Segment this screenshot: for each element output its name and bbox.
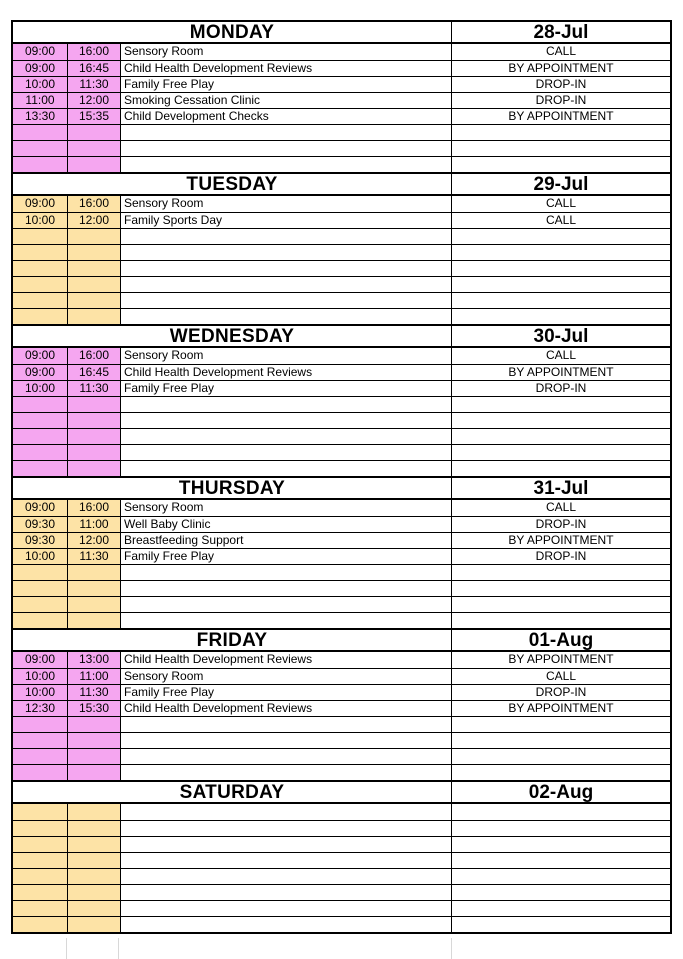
booking-type: BY APPOINTMENT bbox=[451, 109, 670, 124]
activity-name bbox=[120, 717, 451, 732]
activity-name bbox=[120, 901, 451, 916]
end-time: 16:00 bbox=[67, 44, 120, 60]
end-time bbox=[67, 125, 120, 140]
day-header bbox=[13, 478, 670, 500]
schedule-row bbox=[13, 308, 670, 324]
end-time bbox=[67, 804, 120, 820]
start-time bbox=[13, 461, 67, 476]
end-time: 11:00 bbox=[67, 669, 120, 684]
activity-name bbox=[120, 245, 451, 260]
start-time: 09:00 bbox=[13, 348, 67, 364]
end-time bbox=[67, 229, 120, 244]
page-edge-line bbox=[451, 938, 452, 959]
schedule-row bbox=[13, 764, 670, 780]
booking-type: CALL bbox=[451, 196, 670, 212]
end-time bbox=[67, 277, 120, 292]
schedule-row bbox=[13, 92, 670, 108]
activity-name bbox=[120, 293, 451, 308]
booking-type: BY APPOINTMENT bbox=[451, 701, 670, 716]
end-time bbox=[67, 869, 120, 884]
page-edge-line bbox=[118, 938, 119, 959]
booking-type bbox=[451, 733, 670, 748]
day-date: 28-Jul bbox=[451, 22, 670, 42]
activity-name: Family Free Play bbox=[120, 685, 451, 700]
start-time bbox=[13, 309, 67, 324]
start-time bbox=[13, 229, 67, 244]
booking-type: DROP-IN bbox=[451, 549, 670, 564]
start-time bbox=[13, 733, 67, 748]
end-time bbox=[67, 613, 120, 628]
start-time bbox=[13, 445, 67, 460]
schedule-row bbox=[13, 732, 670, 748]
start-time: 10:00 bbox=[13, 381, 67, 396]
booking-type bbox=[451, 885, 670, 900]
activity-name: Child Health Development Reviews bbox=[120, 61, 451, 76]
end-time: 11:30 bbox=[67, 77, 120, 92]
end-time: 11:30 bbox=[67, 381, 120, 396]
day-section-monday bbox=[13, 22, 670, 174]
schedule-row bbox=[13, 196, 670, 212]
booking-type bbox=[451, 613, 670, 628]
booking-type bbox=[451, 765, 670, 780]
start-time bbox=[13, 885, 67, 900]
start-time bbox=[13, 141, 67, 156]
end-time bbox=[67, 749, 120, 764]
end-time: 13:00 bbox=[67, 652, 120, 668]
start-time: 12:30 bbox=[13, 701, 67, 716]
booking-type bbox=[451, 461, 670, 476]
activity-name bbox=[120, 309, 451, 324]
end-time bbox=[67, 461, 120, 476]
day-section-friday bbox=[13, 630, 670, 782]
booking-type bbox=[451, 869, 670, 884]
day-header bbox=[13, 22, 670, 44]
start-time bbox=[13, 397, 67, 412]
day-section-thursday bbox=[13, 478, 670, 630]
booking-type bbox=[451, 597, 670, 612]
start-time bbox=[13, 869, 67, 884]
booking-type bbox=[451, 293, 670, 308]
schedule-row bbox=[13, 276, 670, 292]
schedule-row bbox=[13, 60, 670, 76]
activity-name: Family Free Play bbox=[120, 549, 451, 564]
day-name: FRIDAY bbox=[196, 630, 268, 651]
end-time bbox=[67, 917, 120, 932]
day-name: THURSDAY bbox=[178, 478, 286, 499]
start-time bbox=[13, 125, 67, 140]
schedule-row bbox=[13, 884, 670, 900]
booking-type: BY APPOINTMENT bbox=[451, 61, 670, 76]
activity-name bbox=[120, 565, 451, 580]
activity-name: Smoking Cessation Clinic bbox=[120, 93, 451, 108]
booking-type bbox=[451, 245, 670, 260]
activity-name bbox=[120, 581, 451, 596]
day-header bbox=[13, 630, 670, 652]
activity-name bbox=[120, 749, 451, 764]
schedule-row bbox=[13, 868, 670, 884]
booking-type bbox=[451, 853, 670, 868]
booking-type bbox=[451, 413, 670, 428]
booking-type bbox=[451, 229, 670, 244]
start-time: 09:00 bbox=[13, 365, 67, 380]
booking-type: DROP-IN bbox=[451, 381, 670, 396]
end-time: 16:00 bbox=[67, 500, 120, 516]
booking-type: CALL bbox=[451, 213, 670, 228]
booking-type bbox=[451, 565, 670, 580]
schedule-row bbox=[13, 612, 670, 628]
schedule-row bbox=[13, 444, 670, 460]
start-time bbox=[13, 157, 67, 172]
schedule-row bbox=[13, 500, 670, 516]
start-time bbox=[13, 261, 67, 276]
booking-type bbox=[451, 901, 670, 916]
booking-type bbox=[451, 397, 670, 412]
start-time bbox=[13, 293, 67, 308]
end-time bbox=[67, 261, 120, 276]
start-time bbox=[13, 613, 67, 628]
booking-type: CALL bbox=[451, 44, 670, 60]
end-time bbox=[67, 733, 120, 748]
booking-type bbox=[451, 717, 670, 732]
schedule-row bbox=[13, 156, 670, 172]
end-time: 11:00 bbox=[67, 517, 120, 532]
end-time bbox=[67, 885, 120, 900]
booking-type bbox=[451, 309, 670, 324]
end-time bbox=[67, 565, 120, 580]
start-time bbox=[13, 581, 67, 596]
start-time bbox=[13, 837, 67, 852]
activity-name: Child Health Development Reviews bbox=[120, 365, 451, 380]
end-time bbox=[67, 901, 120, 916]
schedule-row bbox=[13, 532, 670, 548]
activity-name: Sensory Room bbox=[120, 196, 451, 212]
activity-name bbox=[120, 733, 451, 748]
start-time: 09:00 bbox=[13, 44, 67, 60]
schedule-row bbox=[13, 244, 670, 260]
start-time: 10:00 bbox=[13, 213, 67, 228]
start-time: 09:00 bbox=[13, 500, 67, 516]
day-date: 02-Aug bbox=[451, 782, 670, 802]
end-time bbox=[67, 765, 120, 780]
end-time: 12:00 bbox=[67, 533, 120, 548]
activity-name bbox=[120, 125, 451, 140]
day-date: 31-Jul bbox=[451, 478, 670, 498]
schedule-row bbox=[13, 564, 670, 580]
day-name: SATURDAY bbox=[179, 782, 285, 803]
activity-name: Sensory Room bbox=[120, 348, 451, 364]
start-time: 09:00 bbox=[13, 652, 67, 668]
schedule-row bbox=[13, 684, 670, 700]
start-time bbox=[13, 917, 67, 932]
activity-name: Sensory Room bbox=[120, 44, 451, 60]
day-date: 30-Jul bbox=[451, 326, 670, 346]
activity-name bbox=[120, 885, 451, 900]
schedule-row bbox=[13, 228, 670, 244]
start-time bbox=[13, 901, 67, 916]
booking-type bbox=[451, 261, 670, 276]
activity-name bbox=[120, 869, 451, 884]
start-time: 10:00 bbox=[13, 77, 67, 92]
end-time bbox=[67, 157, 120, 172]
activity-name bbox=[120, 141, 451, 156]
booking-type bbox=[451, 445, 670, 460]
end-time bbox=[67, 821, 120, 836]
activity-name: Sensory Room bbox=[120, 669, 451, 684]
start-time bbox=[13, 717, 67, 732]
start-time bbox=[13, 821, 67, 836]
activity-name bbox=[120, 613, 451, 628]
booking-type bbox=[451, 157, 670, 172]
schedule-row bbox=[13, 292, 670, 308]
day-name: MONDAY bbox=[189, 22, 275, 43]
schedule-row bbox=[13, 140, 670, 156]
schedule-row bbox=[13, 412, 670, 428]
activity-name bbox=[120, 804, 451, 820]
day-header bbox=[13, 782, 670, 804]
activity-name bbox=[120, 445, 451, 460]
activity-name bbox=[120, 397, 451, 412]
schedule-row bbox=[13, 380, 670, 396]
day-name: TUESDAY bbox=[186, 174, 278, 195]
activity-name bbox=[120, 157, 451, 172]
end-time bbox=[67, 597, 120, 612]
booking-type bbox=[451, 429, 670, 444]
activity-name bbox=[120, 821, 451, 836]
booking-type: DROP-IN bbox=[451, 93, 670, 108]
day-name: WEDNESDAY bbox=[169, 326, 295, 347]
activity-name: Child Health Development Reviews bbox=[120, 701, 451, 716]
day-date: 01-Aug bbox=[451, 630, 670, 650]
activity-name bbox=[120, 229, 451, 244]
booking-type: BY APPOINTMENT bbox=[451, 533, 670, 548]
end-time bbox=[67, 397, 120, 412]
booking-type bbox=[451, 917, 670, 932]
schedule-row bbox=[13, 596, 670, 612]
activity-name bbox=[120, 765, 451, 780]
end-time: 15:35 bbox=[67, 109, 120, 124]
activity-name: Sensory Room bbox=[120, 500, 451, 516]
start-time: 13:30 bbox=[13, 109, 67, 124]
activity-name bbox=[120, 413, 451, 428]
end-time: 11:30 bbox=[67, 685, 120, 700]
end-time bbox=[67, 309, 120, 324]
end-time bbox=[67, 413, 120, 428]
end-time bbox=[67, 445, 120, 460]
start-time bbox=[13, 413, 67, 428]
activity-name: Child Health Development Reviews bbox=[120, 652, 451, 668]
schedule-row bbox=[13, 652, 670, 668]
start-time bbox=[13, 565, 67, 580]
activity-name bbox=[120, 277, 451, 292]
activity-name bbox=[120, 917, 451, 932]
schedule-row bbox=[13, 580, 670, 596]
schedule-row bbox=[13, 668, 670, 684]
booking-type: BY APPOINTMENT bbox=[451, 652, 670, 668]
start-time: 09:00 bbox=[13, 61, 67, 76]
booking-type bbox=[451, 821, 670, 836]
schedule-row bbox=[13, 108, 670, 124]
start-time: 10:00 bbox=[13, 669, 67, 684]
end-time: 12:00 bbox=[67, 213, 120, 228]
end-time bbox=[67, 429, 120, 444]
booking-type bbox=[451, 837, 670, 852]
start-time: 11:00 bbox=[13, 93, 67, 108]
start-time bbox=[13, 804, 67, 820]
start-time bbox=[13, 429, 67, 444]
schedule-row bbox=[13, 364, 670, 380]
booking-type: DROP-IN bbox=[451, 77, 670, 92]
schedule-row bbox=[13, 124, 670, 140]
day-section-wednesday bbox=[13, 326, 670, 478]
end-time: 16:00 bbox=[67, 196, 120, 212]
start-time bbox=[13, 749, 67, 764]
activity-name bbox=[120, 837, 451, 852]
booking-type: CALL bbox=[451, 348, 670, 364]
end-time bbox=[67, 853, 120, 868]
booking-type bbox=[451, 125, 670, 140]
activity-name bbox=[120, 597, 451, 612]
booking-type bbox=[451, 749, 670, 764]
end-time bbox=[67, 245, 120, 260]
schedule-row bbox=[13, 700, 670, 716]
end-time bbox=[67, 141, 120, 156]
start-time bbox=[13, 245, 67, 260]
end-time: 15:30 bbox=[67, 701, 120, 716]
activity-name bbox=[120, 461, 451, 476]
schedule-row bbox=[13, 260, 670, 276]
booking-type bbox=[451, 581, 670, 596]
start-time bbox=[13, 853, 67, 868]
schedule-row bbox=[13, 716, 670, 732]
activity-name: Child Development Checks bbox=[120, 109, 451, 124]
booking-type: CALL bbox=[451, 500, 670, 516]
schedule-row bbox=[13, 460, 670, 476]
activity-name: Family Sports Day bbox=[120, 213, 451, 228]
schedule-row bbox=[13, 900, 670, 916]
booking-type: DROP-IN bbox=[451, 517, 670, 532]
schedule-row bbox=[13, 76, 670, 92]
day-section-saturday bbox=[13, 782, 670, 932]
schedule-row bbox=[13, 516, 670, 532]
booking-type bbox=[451, 141, 670, 156]
page-edge-line bbox=[66, 938, 67, 959]
start-time bbox=[13, 597, 67, 612]
start-time: 09:00 bbox=[13, 196, 67, 212]
weekly-timetable bbox=[11, 20, 672, 934]
start-time: 09:30 bbox=[13, 533, 67, 548]
activity-name: Family Free Play bbox=[120, 77, 451, 92]
day-header bbox=[13, 174, 670, 196]
schedule-row bbox=[13, 44, 670, 60]
booking-type bbox=[451, 277, 670, 292]
schedule-row bbox=[13, 348, 670, 364]
schedule-row bbox=[13, 428, 670, 444]
schedule-row bbox=[13, 820, 670, 836]
schedule-row bbox=[13, 748, 670, 764]
end-time bbox=[67, 717, 120, 732]
booking-type: BY APPOINTMENT bbox=[451, 365, 670, 380]
day-date: 29-Jul bbox=[451, 174, 670, 194]
booking-type: CALL bbox=[451, 669, 670, 684]
start-time: 10:00 bbox=[13, 685, 67, 700]
schedule-row bbox=[13, 836, 670, 852]
activity-name bbox=[120, 261, 451, 276]
end-time: 16:45 bbox=[67, 365, 120, 380]
activity-name bbox=[120, 853, 451, 868]
booking-type: DROP-IN bbox=[451, 685, 670, 700]
schedule-row bbox=[13, 396, 670, 412]
activity-name: Well Baby Clinic bbox=[120, 517, 451, 532]
schedule-row bbox=[13, 916, 670, 932]
schedule-row bbox=[13, 852, 670, 868]
start-time: 10:00 bbox=[13, 549, 67, 564]
day-header bbox=[13, 326, 670, 348]
start-time bbox=[13, 765, 67, 780]
end-time bbox=[67, 293, 120, 308]
start-time bbox=[13, 277, 67, 292]
start-time: 09:30 bbox=[13, 517, 67, 532]
schedule-row bbox=[13, 212, 670, 228]
activity-name: Family Free Play bbox=[120, 381, 451, 396]
end-time bbox=[67, 581, 120, 596]
schedule-row bbox=[13, 804, 670, 820]
activity-name: Breastfeeding Support bbox=[120, 533, 451, 548]
end-time: 12:00 bbox=[67, 93, 120, 108]
end-time: 11:30 bbox=[67, 549, 120, 564]
schedule-row bbox=[13, 548, 670, 564]
activity-name bbox=[120, 429, 451, 444]
end-time: 16:00 bbox=[67, 348, 120, 364]
booking-type bbox=[451, 804, 670, 820]
end-time bbox=[67, 837, 120, 852]
day-section-tuesday bbox=[13, 174, 670, 326]
end-time: 16:45 bbox=[67, 61, 120, 76]
